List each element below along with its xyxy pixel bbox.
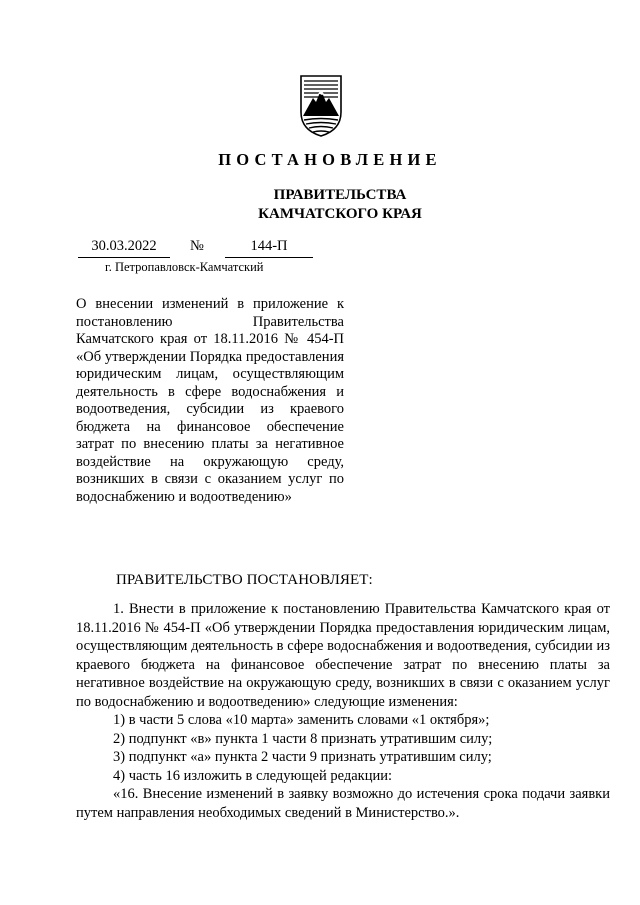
- decree-heading: ПРАВИТЕЛЬСТВО ПОСТАНОВЛЯЕТ:: [116, 572, 373, 588]
- document-body: [76, 600, 610, 822]
- kamchatka-coat-of-arms-icon: [298, 72, 344, 138]
- body-paragraph-3: 2) подпункт «в» пункта 1 части 8 признать утратившим силу;: [113, 730, 493, 747]
- body-paragraph-6: «16. Внесение изменений в заявку возможно до истечения срока подачи заявки путем направления необходимых сведений в Министерство.».: [76, 786, 610, 821]
- city-line: г. Петропавловск-Камчатский: [105, 260, 264, 274]
- number-sign: №: [190, 238, 204, 254]
- document-date: 30.03.2022: [78, 238, 170, 258]
- body-paragraph-1: 1. Внести в приложение к постановлению Правительства Камчатского края от 18.11.2016 № 454-П «Об утверждении Порядка предоставления юридическим лицам, осуществляющим деятельность в сфере водоснабжения и водоотведения, субсидии из краевого бюджета на финансовое обеспечение затрат по внесению платы за негативное воздействие на окружающую среду, возникших в связи с оказанием услуг по водоснабжению и водоотведению» следующие изменения:: [76, 601, 610, 710]
- issuer-line-2: КАМЧАТСКОГО КРАЯ: [258, 206, 422, 222]
- document-number: 144-П: [225, 238, 313, 258]
- document-subject: О внесении изменений в приложение к постановлению Правительства Камчатского края от 18.11.2016 № 454-П «Об утверждении Порядка предоставления юридическим лицам, осуществляющим деятельность в сфере водоснабжения и водоотведения, субсидии из краевого бюджета на финансовое обеспечение затрат по внесению платы за негативное воздействие на окружающую среду, возникших в связи с оказанием услуг по водоснабжению и водоотведению»: [76, 296, 344, 505]
- body-paragraph-4: 3) подпункт «а» пункта 2 части 9 признать утратившим силу;: [113, 749, 492, 765]
- issuer-line-1: ПРАВИТЕЛЬСТВА: [273, 187, 407, 203]
- issuer-block: [0, 186, 640, 224]
- body-paragraph-5: 4) часть 16 изложить в следующей редакции:: [113, 767, 393, 784]
- document-kind-title: ПОСТАНОВЛЕНИЕ: [218, 150, 442, 169]
- body-paragraph-2: 1) в части 5 слова «10 марта» заменить словами «1 октября»;: [113, 712, 490, 728]
